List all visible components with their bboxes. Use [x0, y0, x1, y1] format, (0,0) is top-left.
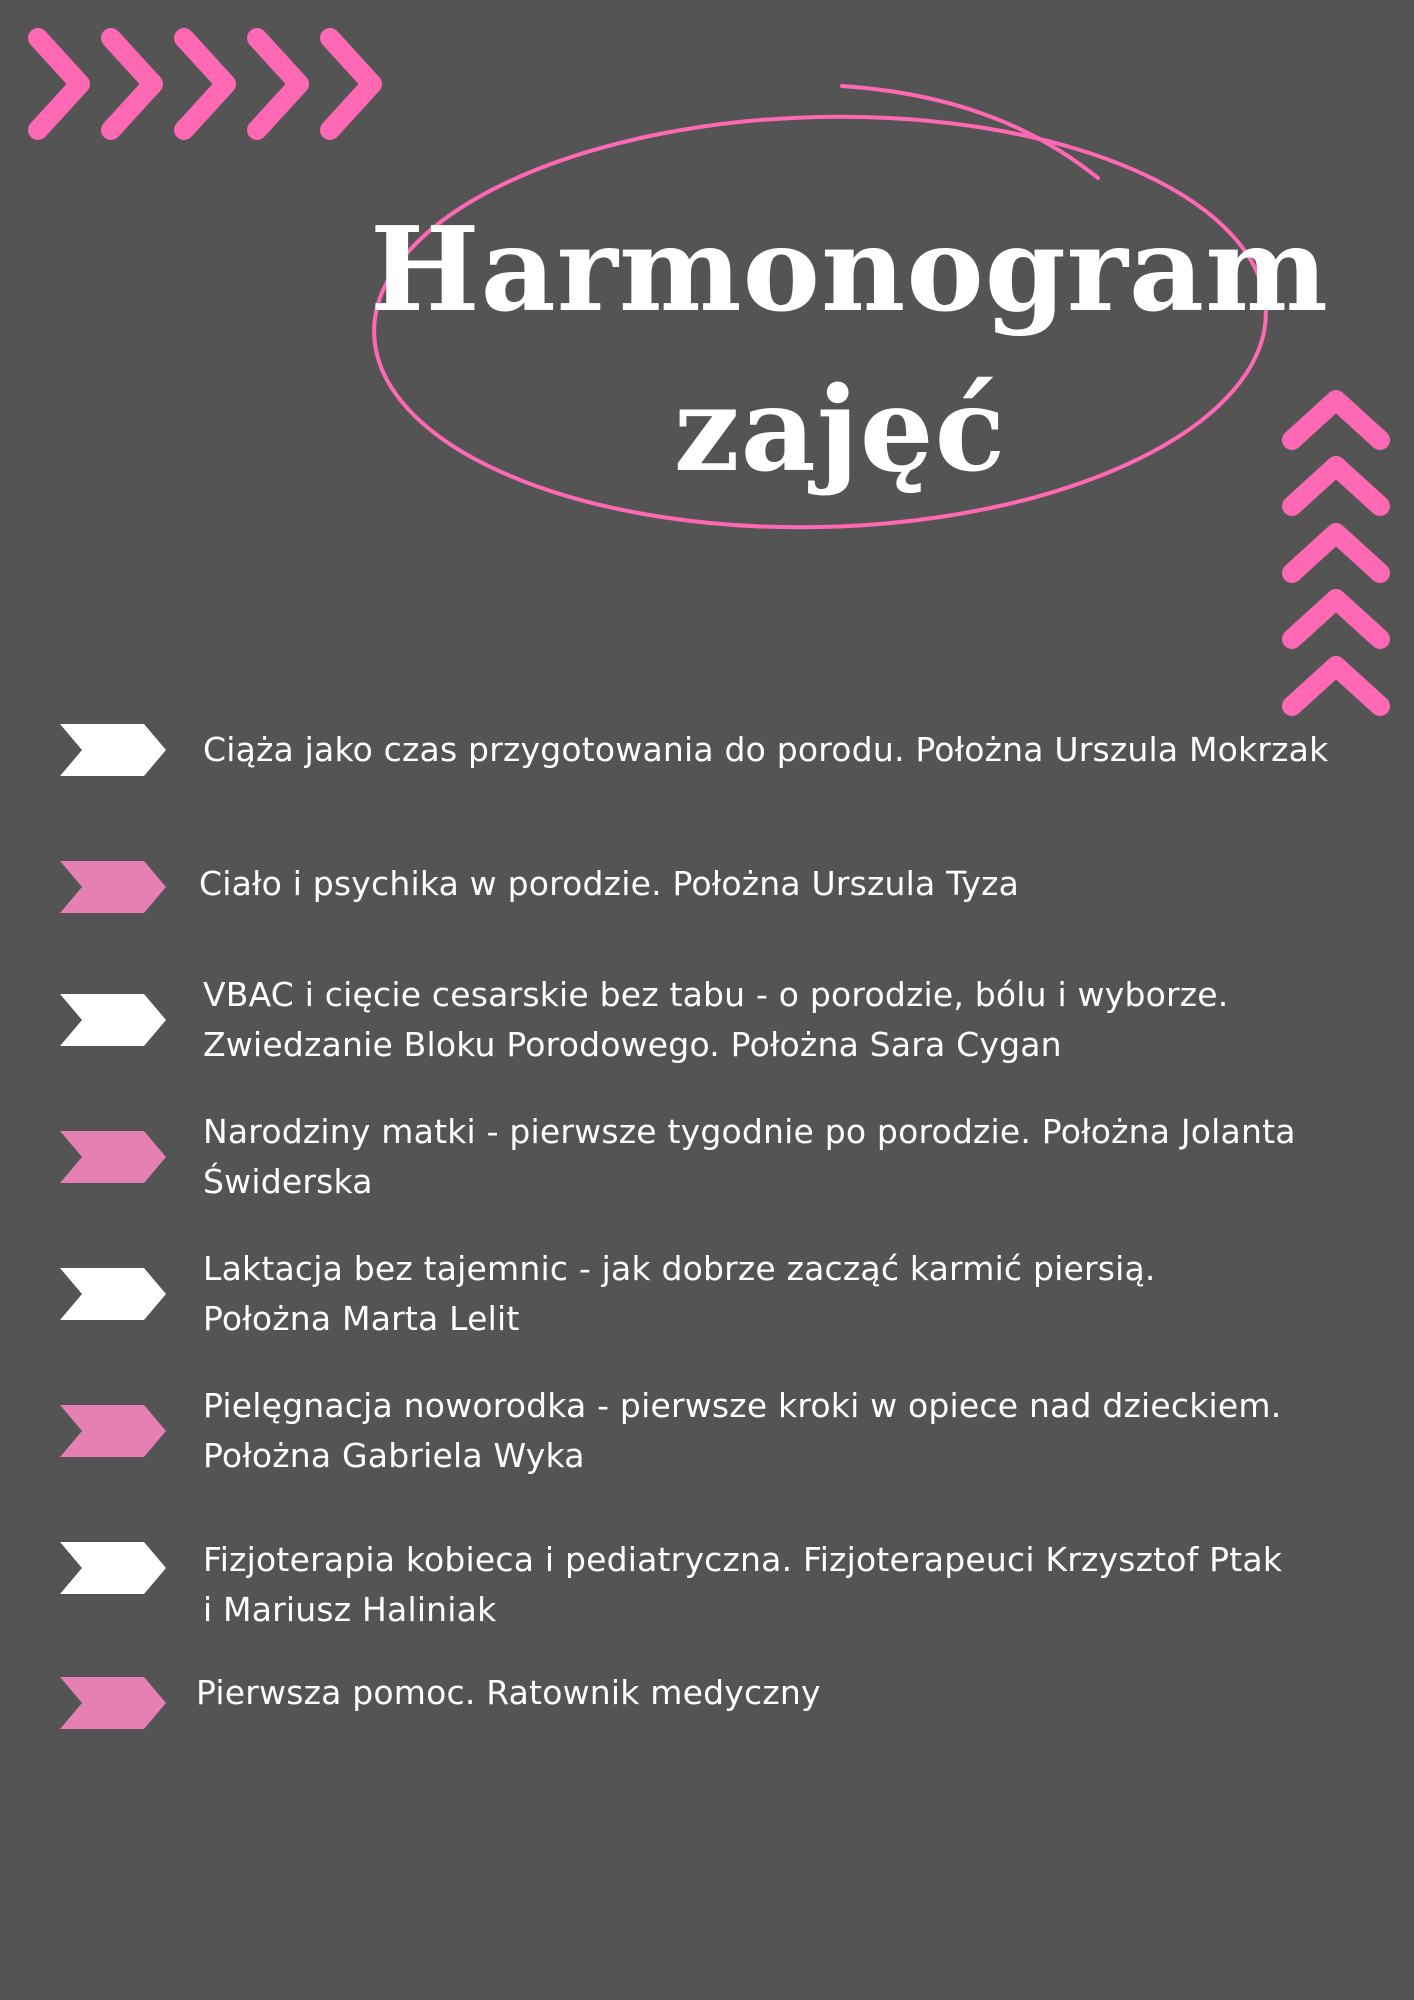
schedule-item-text: [203, 1381, 1353, 1481]
arrow-marker-pink-icon: [60, 1405, 166, 1457]
arrow-marker-white-icon: [60, 1268, 166, 1320]
schedule-item-text: [203, 1535, 1353, 1635]
schedule-item-text: [199, 859, 1349, 909]
arrow-marker-white-icon: [60, 1542, 166, 1594]
schedule-item-text: [203, 725, 1353, 775]
chevron-right-icon: [111, 38, 153, 130]
chevron-right-icon: [257, 38, 299, 130]
schedule-item-line: Położna Gabriela Wyka: [203, 1436, 585, 1475]
page-title: [370, 190, 1329, 510]
schedule-item-text: [203, 1244, 1353, 1344]
arrow-marker-pink-icon: [60, 861, 166, 913]
schedule-item-text: [203, 970, 1353, 1070]
schedule-item-line: Położna Marta Lelit: [203, 1299, 520, 1338]
chevron-right-icon: [330, 38, 372, 130]
schedule-item-line: i Mariusz Haliniak: [203, 1590, 497, 1629]
schedule-item-line: Pierwsza pomoc. Ratownik medyczny: [196, 1673, 821, 1712]
schedule-item-line: Ciąża jako czas przygotowania do porodu. Położna Urszula Mokrzak: [203, 730, 1329, 769]
chevron-right-row-icon: [38, 38, 372, 130]
arrow-marker-pink-icon: [60, 1677, 166, 1729]
title-ellipse-tail: [842, 86, 1098, 178]
chevron-up-icon: [1292, 533, 1380, 573]
schedule-item-text: [196, 1668, 1346, 1718]
chevron-right-icon: [184, 38, 226, 130]
arrow-marker-white-icon: [60, 994, 166, 1046]
page-title-line-2: zajęć: [673, 362, 1007, 498]
schedule-item-line: Zwiedzanie Bloku Porodowego. Położna Sara Cygan: [203, 1025, 1062, 1064]
schedule-item-line: Laktacja bez tajemnic - jak dobrze zacząć karmić piersią.: [203, 1249, 1156, 1288]
schedule-item-line: VBAC i cięcie cesarskie bez tabu - o porodzie, bólu i wyborze.: [203, 975, 1229, 1014]
schedule-item-line: Ciało i psychika w porodzie. Położna Urszula Tyza: [199, 864, 1020, 903]
chevron-up-icon: [1292, 599, 1380, 639]
arrow-marker-white-icon: [60, 724, 166, 776]
schedule-item-line: Świderska: [203, 1162, 373, 1201]
schedule-item-line: Fizjoterapia kobieca i pediatryczna. Fizjoterapeuci Krzysztof Ptak: [203, 1540, 1283, 1579]
schedule-item-line: Narodziny matki - pierwsze tygodnie po porodzie. Położna Jolanta: [203, 1112, 1296, 1151]
schedule-item-text: [203, 1107, 1353, 1207]
page-title-line-1: Harmonogram: [370, 202, 1329, 338]
chevron-up-icon: [1292, 666, 1380, 706]
arrow-marker-pink-icon: [60, 1131, 166, 1183]
chevron-right-icon: [38, 38, 80, 130]
schedule-item-line: Pielęgnacja noworodka - pierwsze kroki w opiece nad dzieckiem.: [203, 1386, 1282, 1425]
